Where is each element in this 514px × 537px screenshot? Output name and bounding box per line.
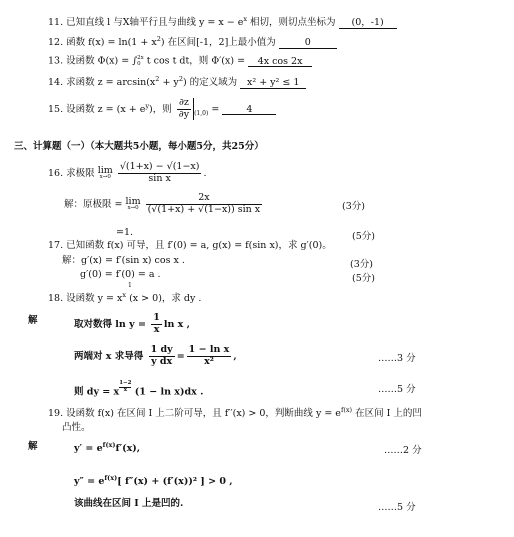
question-text: 设函数 f(x) 在区间 I 上二阶可导，且 f′′(x) > 0，判断曲线 y = e [66, 408, 341, 420]
superscript: y [145, 101, 150, 110]
superscript: f(x) [340, 406, 353, 414]
step-text-end: ln x , [163, 318, 190, 330]
question-number: 15. [48, 103, 64, 115]
partial-derivative [177, 98, 191, 121]
question-number: 13. [48, 55, 64, 67]
superscript: 2 [178, 75, 183, 83]
q18-step1 [74, 313, 190, 336]
stray-mark: 1 [128, 282, 132, 289]
superscript: x [243, 15, 248, 23]
fraction-denominator: x² [204, 355, 214, 367]
step-text: 取对数得 ln y = [74, 318, 146, 330]
answer-blank: 0 [279, 38, 337, 49]
question-number: 19. [48, 408, 64, 420]
score-label: (3分) [342, 201, 365, 212]
question-text-cont: (x > 0)，求 dy . [126, 293, 202, 305]
limit-fraction [118, 162, 202, 185]
question-text: 求极限 [66, 167, 95, 179]
question-number: 12. [48, 37, 64, 49]
section-title: 三、计算题（一）（本大题共5小题，每小题5分，共25分） [14, 141, 264, 152]
fraction-numerator: 1 − ln x [188, 344, 230, 355]
evaluation-point: (1,0) [194, 109, 209, 117]
step-text: y′ = e [74, 443, 103, 455]
question-text: 函数 f(x) = ln(1 + x [66, 37, 157, 49]
question-text-cont: )，则 [149, 103, 172, 115]
fraction-denominator: ∂y [178, 108, 190, 120]
question-text: 已知直线 l 与X轴平行且与曲线 y = x − e [66, 17, 244, 29]
limit-subscript: x→0 [99, 174, 111, 181]
solution-label: 解 [28, 315, 38, 326]
q19-prompt-cont: 凸性。 [62, 422, 91, 433]
q18-step2 [74, 345, 237, 368]
question-19 [48, 407, 422, 419]
exponent-denominator: x [123, 386, 127, 393]
step-text-end: (1 − ln x)dx . [131, 386, 204, 398]
question-18 [48, 292, 201, 304]
q16-result: =1. [116, 227, 134, 238]
fraction-denominator: x [153, 323, 160, 335]
question-number: 18. [48, 293, 64, 305]
superscript: 2 [156, 35, 161, 43]
score-label: ……2 分 [384, 445, 422, 456]
score-label: (5分) [352, 231, 375, 242]
limit-operator [126, 197, 141, 212]
equals-sign: = [176, 350, 185, 362]
fraction-numerator: 1 dy [150, 344, 173, 355]
score-label: ……3 分 [378, 353, 416, 364]
step-fraction [151, 313, 162, 336]
fraction-denominator: (√(1+x) + √(1−x)) sin x [147, 203, 261, 215]
question-number: 11. [48, 17, 64, 29]
step-text: 两端对 x 求导得 [74, 350, 144, 362]
answer-blank: x² + y² ≤ 1 [240, 78, 306, 89]
integral-lower-limit: 0 [137, 61, 141, 68]
q17-solution-step2: g′(0) = f′(0) = a . [80, 269, 161, 280]
question-text: 设函数 Φ(x) = ∫ [66, 55, 138, 67]
question-text-cont: 在区间 I 上的凹 [352, 408, 422, 420]
question-text-cont: + y [159, 77, 179, 89]
fraction-denominator: sin x [148, 172, 171, 184]
exponent-numerator: 1−2 [119, 380, 132, 386]
superscript: 2 [155, 75, 160, 83]
solution-label: 解 [28, 441, 38, 452]
superscript: f(x) [102, 441, 116, 449]
limit-label: lim [97, 164, 113, 176]
limit-operator [98, 166, 113, 181]
question-11 [48, 16, 397, 29]
question-number: 16. [48, 167, 64, 179]
step-text: y″ = e [74, 476, 105, 488]
question-16: 16. 求极限 lim x→0 $\frac{√(1+x) - √(1-x)}{\text{sin x}}$ . [48, 161, 207, 184]
question-text-cont: t cos t dt，则 Φ′(x) = [143, 55, 246, 67]
q17-solution-step1: 解：g′(x) = f′(sin x) cos x . [62, 255, 185, 266]
solution-label: 解：原极限 = [64, 198, 123, 210]
answer-blank: 4 [222, 105, 276, 116]
fraction-numerator: 1 [153, 312, 160, 323]
fraction-numerator: ∂z [177, 98, 191, 110]
question-text: 求函数 z = arcsin(x [66, 77, 156, 89]
step-text-end: [ f″(x) + (f′(x))² ] > 0 , [117, 476, 233, 488]
step-fraction-left [149, 345, 175, 368]
score-label: ……5 分 [378, 384, 416, 395]
score-label: (3分) [350, 259, 373, 270]
step-text: 则 dy = x [74, 386, 120, 398]
score-label: (5分) [352, 273, 375, 284]
question-12 [48, 36, 337, 49]
answer-blank: 4x cos 2x [248, 57, 312, 68]
question-13 [48, 55, 312, 67]
q16-solution-step1 [64, 193, 264, 216]
integral-upper-limit: 2x [137, 55, 144, 61]
q19-conclusion: 该曲线在区间 I 上是凹的. [74, 498, 184, 509]
question-text: 已知函数 f(x) 可导，且 f′(0) = a, g(x) = f(sin x)，求 g′(0)。 [66, 240, 332, 251]
equals-sign: = [211, 103, 220, 115]
q18-step3 [74, 381, 203, 397]
question-text-cont: ) 在区间[-1，2]上最小值为 [160, 37, 276, 49]
q19-step1 [74, 442, 140, 454]
fraction-denominator: y dx [151, 355, 173, 367]
question-number: 17. [48, 240, 64, 251]
q19-step2 [74, 475, 233, 487]
solution-fraction [146, 193, 263, 216]
question-text: 设函数 z = (x + e [66, 103, 146, 115]
question-text-cont: 相切，则切点坐标为 [247, 17, 336, 29]
superscript: f(x) [104, 474, 118, 482]
answer-blank: (0，-1) [339, 18, 397, 29]
question-text-cont: ) 的定义域为 [182, 77, 238, 89]
step-text-end: f′(x), [115, 443, 141, 455]
question-text: 设函数 y = x [66, 293, 123, 305]
fraction-numerator: 2x [146, 193, 263, 205]
superscript: x [122, 291, 127, 299]
step-text-end: , [233, 350, 237, 362]
question-17 [48, 241, 332, 251]
score-label: ……5 分 [378, 502, 416, 513]
limit-label: lim [125, 195, 141, 207]
step-fraction-right [187, 345, 232, 368]
question-14 [48, 76, 306, 89]
limit-subscript: x→0 [127, 205, 139, 212]
question-number: 14. [48, 77, 64, 89]
fraction-numerator: √(1+x) − √(1−x) [119, 161, 200, 172]
question-15 [48, 98, 276, 121]
